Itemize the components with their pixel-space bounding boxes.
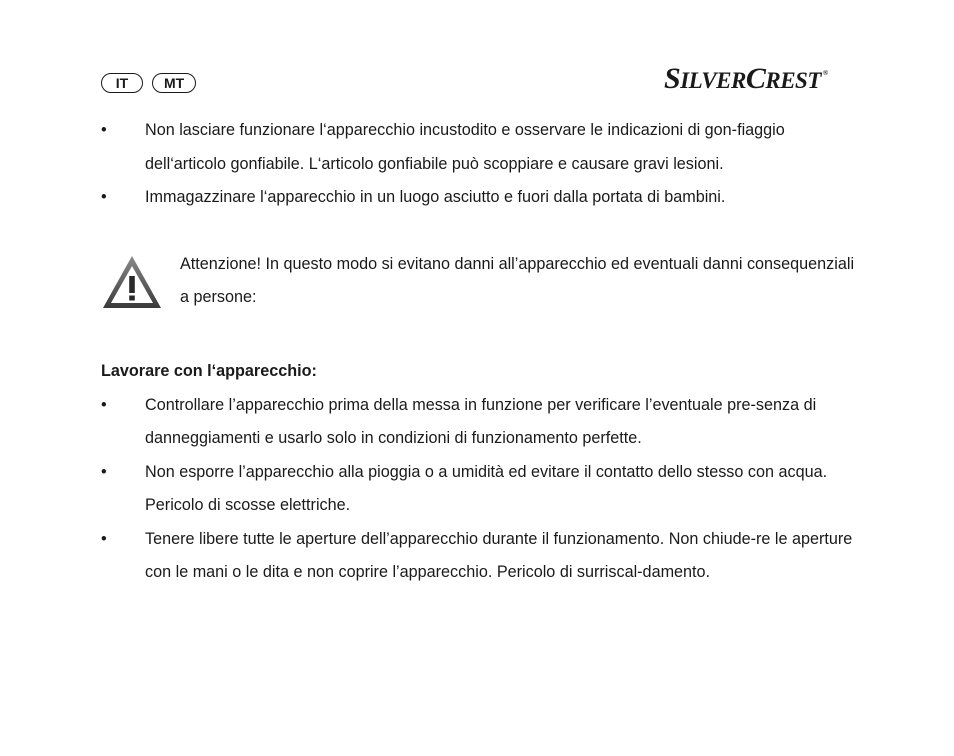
list-item-text: Controllare l’apparecchio prima della messa in funzione per verificare l’eventuale pre-senza di danneggiamenti e usarlo solo in condizioni di funzionamento perfette. xyxy=(145,395,817,447)
bullet: • xyxy=(101,529,107,548)
logo-part: REST xyxy=(765,68,821,93)
logo-part: ILVER xyxy=(680,68,746,93)
list-item xyxy=(101,181,861,215)
brand-logo xyxy=(664,64,828,94)
bullet: • xyxy=(101,188,107,206)
list-item xyxy=(101,523,861,590)
list-item-text: Tenere libere tutte le aperture dell’apparecchio durante il funzionamento. Non chiude-re le aperture con le mani o le dita e non coprire l’apparecchio. Pericolo di surriscal-damento. xyxy=(145,529,853,581)
list-item xyxy=(101,114,861,181)
bullet: • xyxy=(101,395,107,414)
list-item xyxy=(101,389,861,456)
bullet: • xyxy=(101,121,107,139)
safety-list-1 xyxy=(101,114,861,215)
warning-notice xyxy=(101,248,861,323)
list-item xyxy=(101,456,861,523)
bullet: • xyxy=(101,462,107,481)
warning-text: Attenzione! In questo modo si evitano danni all’apparecchio ed eventuali danni consequenziali a persone: xyxy=(180,254,855,306)
safety-list-2 xyxy=(101,389,861,590)
list-item-text: Non esporre l’apparecchio alla pioggia o a umidità ed evitare il contatto dello stesso con acqua. Pericolo di scosse elettriche. xyxy=(145,462,828,514)
section-heading: Lavorare con l‘apparecchio: xyxy=(101,362,317,380)
language-badges xyxy=(101,73,196,93)
list-item-text: Immagazzinare l‘apparecchio in un luogo asciutto e fuori dalla portata di bambini. xyxy=(145,188,726,206)
list-item-text: Non lasciare funzionare l‘apparecchio incustodito e osservare le indicazioni di gon-fiaggio dell‘articolo gonfiabile. L‘articolo gonfiabile può scoppiare e causare gravi lesioni. xyxy=(145,121,785,173)
lang-badge-it: IT xyxy=(101,73,143,93)
warning-triangle-icon xyxy=(101,248,180,323)
logo-part: C xyxy=(745,62,766,95)
page-content xyxy=(101,114,861,590)
logo-part: S xyxy=(664,62,681,95)
registered-mark: ® xyxy=(822,69,828,77)
lang-badge-mt: MT xyxy=(152,73,196,93)
